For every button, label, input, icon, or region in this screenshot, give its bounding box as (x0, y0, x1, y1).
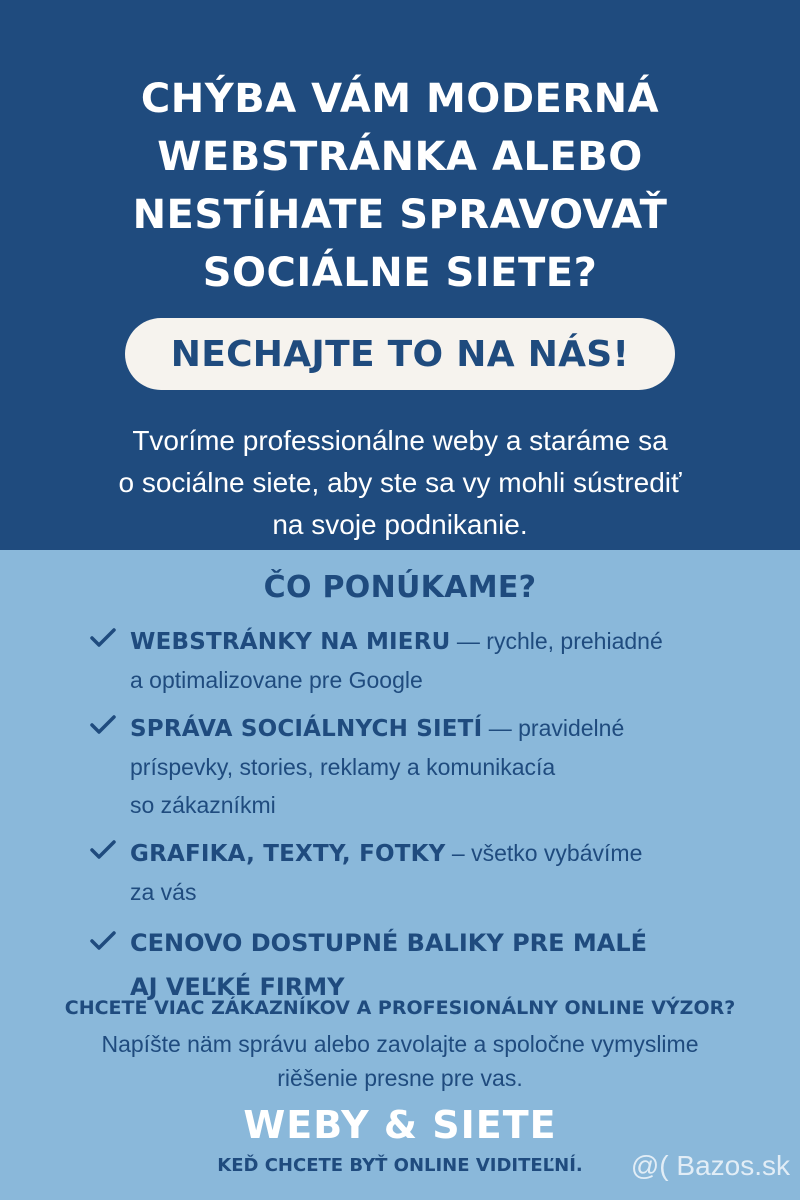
item-heading: SPRÁVA SOCIÁLNYCH SIETÍ (130, 716, 483, 742)
item-heading: GRAFIKA, TEXTY, FOTKY (130, 841, 446, 867)
headline-line: SOCIÁLNE SIETE? (202, 250, 598, 296)
cta-line: Napíšte näm správu alebo zavolajte a spoločne vymyslime (101, 1031, 699, 1057)
headline (0, 70, 800, 302)
item-desc-cont: so zákazníkmi (130, 792, 276, 818)
item-desc-cont: za vás (130, 879, 197, 905)
intro-line: na svoje podnikanie. (272, 509, 528, 540)
intro-line: Tvoríme professionálne weby a staráme sa (132, 425, 668, 456)
brand-name: WEBY & SIETE (243, 1103, 557, 1147)
item-desc-cont: príspevky, stories, reklamy a komunikacía (130, 754, 556, 780)
list-item (90, 921, 780, 1009)
list-item (90, 622, 780, 699)
offer-title: ČO PONÚKAME? (263, 570, 537, 605)
list-item (90, 709, 780, 824)
offer-list (90, 622, 780, 1009)
cta-title: CHCETE VIAC ZÁKAZNÍKOV A PROFESIONÁLNY ONLINE VÝZOR? (64, 997, 736, 1019)
item-heading: CENOVO DOSTUPNÉ BALIKY PRE MALÉ (130, 929, 648, 957)
cta-line: riěšenie presne pre vas. (277, 1065, 523, 1091)
item-heading: AJ VEĽKÉ FIRMY (130, 973, 345, 1001)
headline-line: NESTÍHATE SPRAVOVAŤ (132, 192, 668, 238)
item-desc: – všetko vybávíme (445, 840, 643, 866)
headline-line: CHÝBA VÁM MODERNÁ (140, 76, 660, 122)
cta-text (0, 1027, 800, 1095)
checkmark-icon (90, 628, 116, 648)
item-heading: WEBSTRÁNKY NA MIERU (130, 629, 451, 655)
intro-text (0, 420, 800, 546)
checkmark-icon (90, 931, 116, 951)
item-desc-cont: a optimalizovane pre Google (130, 667, 423, 693)
watermark: @( Bazos.sk (630, 1150, 790, 1181)
item-desc: — rychle, prehiadné (450, 628, 663, 654)
headline-line: WEBSTRÁNKA ALEBO (157, 134, 643, 180)
list-item (90, 834, 780, 911)
call-to-action-pill: NECHAJTE TO NA NÁS! (125, 318, 675, 390)
tagline: KEĎ CHCETE BYŤ ONLINE VIDITEĽNÍ. (217, 1155, 583, 1176)
checkmark-icon (90, 715, 116, 735)
intro-line: o sociálne siete, aby ste sa vy mohli sústrediť (118, 467, 682, 498)
checkmark-icon (90, 840, 116, 860)
item-desc: — pravidelné (482, 715, 625, 741)
